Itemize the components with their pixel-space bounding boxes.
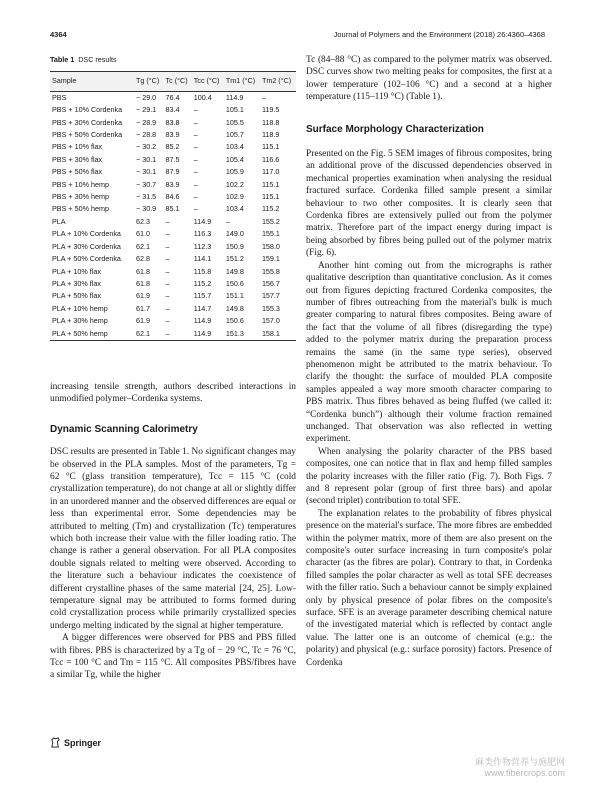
left-column bbox=[50, 54, 296, 682]
table-cell: 105.5 bbox=[225, 117, 244, 127]
table-row bbox=[50, 179, 296, 191]
table-cell: – bbox=[193, 204, 198, 214]
table-cell: 62.1 bbox=[136, 241, 150, 251]
table-cell: 83.9 bbox=[165, 130, 180, 140]
dsc-results-table bbox=[50, 71, 296, 341]
table-row bbox=[50, 328, 296, 341]
table-cell: PBS + 30% Cordenka bbox=[52, 117, 123, 127]
table-row bbox=[50, 278, 296, 290]
table-cell: − 29.0 bbox=[136, 92, 157, 102]
table-column-header: Tm1 (°C) bbox=[224, 72, 260, 91]
table-cell: 61.9 bbox=[136, 291, 150, 301]
table-cell: – bbox=[193, 167, 198, 177]
table-cell: 114.1 bbox=[193, 254, 212, 264]
table-row bbox=[50, 104, 296, 116]
table-cell: PLA + 30% hemp bbox=[52, 316, 108, 326]
table-cell: 112.3 bbox=[193, 241, 212, 251]
table-cell: PBS + 10% Cordenka bbox=[52, 105, 123, 115]
table-cell: 151.3 bbox=[224, 328, 260, 341]
table-cell: 105.7 bbox=[225, 130, 244, 140]
morphology-paragraph-2: Another hint coming out from the micrographs is rather qualitative description than quantitative conclusion. As it comes out from figures depicting fractured Cordenka composites, the number of fibres outreaching from the material's bulk is much greater comparing to natural fibres composites. Being aware of the fact that the volume of all fibres (disregarding the type) added to the polymer matrix during the preparation process remains the same (in the same type series), observed phenomenon might be attributed to the matrix behaviour. To clarify the thought: the surface of moulded PLA composite samples appealed a way more smooth character comparing to PBS matrix. Thus fibres behaved as being fluffed (we called it: “Cordenka bunch”) although their volume fraction remained unchanged. That observation was also reflected in wetting experiment. bbox=[306, 260, 552, 445]
table-cell: – bbox=[165, 316, 170, 326]
table-cell: 85.1 bbox=[165, 204, 180, 214]
table-cell: – bbox=[193, 105, 198, 115]
table-cell: – bbox=[165, 241, 170, 251]
table-cell: 116.3 bbox=[193, 229, 212, 239]
dsc-paragraph-1: DSC results are presented in Table 1. No significant changes may be observed in the PLA samples. Most of the parameters, Tg = 62 °C (glass transition temperature), Tcc = 115 °C (cold crystallization temperature), do not change at all or slightly differ in an unordered manner and the observed differences are equal or less than experimental error. Some dependencies may be attributed to melting (Tm) and crystallization (Tc) temperatures which both increase their value with the filler loading ratio. The change is rather a general observation. For all PLA composites double signals related to melting were observed. According to the literature such a behaviour indicates the coexistence of different crystalline phases of the same material [24, 25]. Low-temperature signal may be attributed to forms formed during cold crystallization process while primarily crystallized species undergo melting indicated by the signal at higher temperature. bbox=[50, 447, 296, 631]
table-cell: PLA + 50% hemp bbox=[50, 328, 134, 341]
continued-paragraph: Tc (84–88 °C) as compared to the polymer matrix was observed. DSC curves show two melting peaks for composites, the first at a lower temperature (102–106 °C) and a second at a higher temperature (115–119 °C) (Table 1). bbox=[306, 55, 552, 103]
table-cell: 61.7 bbox=[136, 303, 150, 313]
table-row bbox=[50, 266, 296, 278]
table-cell: 119.5 bbox=[261, 105, 280, 115]
table-cell: 76.4 bbox=[165, 92, 180, 102]
table-column-header: Sample bbox=[50, 72, 134, 91]
table-cell: PLA + 50% flax bbox=[52, 291, 101, 301]
table-cell: PBS + 10% flax bbox=[52, 142, 103, 152]
table-row bbox=[50, 191, 296, 203]
table-cell: PBS bbox=[52, 92, 67, 102]
table-cell: – bbox=[165, 303, 170, 313]
table-row bbox=[50, 154, 296, 166]
table-cell: – bbox=[193, 192, 198, 202]
site-watermark bbox=[475, 757, 565, 779]
table-cell: 83.8 bbox=[165, 117, 180, 127]
table-cell: 158.0 bbox=[261, 241, 280, 251]
table-cell: 115.1 bbox=[261, 179, 280, 189]
table-cell: 156.7 bbox=[261, 278, 280, 288]
table-cell: − 29.1 bbox=[136, 105, 157, 115]
table-cell: 155.2 bbox=[261, 216, 280, 226]
table-cell: 114.9 bbox=[193, 216, 212, 226]
table-row bbox=[50, 290, 296, 302]
table-cell: 61.0 bbox=[136, 229, 150, 239]
table-cell: 62.3 bbox=[136, 216, 150, 226]
table-cell: PLA + 30% Cordenka bbox=[52, 241, 121, 251]
table-cell: – bbox=[165, 254, 170, 264]
table-cell: 157.0 bbox=[261, 316, 280, 326]
table-cell: − 30.1 bbox=[136, 167, 157, 177]
table-cell: 87.5 bbox=[165, 154, 180, 164]
table-cell: 149.0 bbox=[225, 229, 244, 239]
table-cell: – bbox=[165, 278, 170, 288]
table-cell: PBS + 30% hemp bbox=[52, 192, 109, 202]
table-cell: 62.8 bbox=[136, 254, 150, 264]
table-cell: – bbox=[164, 328, 192, 341]
table-cell: − 30.9 bbox=[136, 204, 157, 214]
intro-paragraph: increasing tensile strength, authors described interactions in unmodified polymer–Cordenka systems. bbox=[50, 381, 296, 405]
table-caption bbox=[50, 54, 296, 66]
table-row bbox=[50, 166, 296, 178]
table-cell: 116.6 bbox=[261, 154, 280, 164]
table-cell: – bbox=[193, 154, 198, 164]
table-cell: PLA + 50% Cordenka bbox=[52, 254, 121, 264]
table-cell: 83.9 bbox=[165, 179, 180, 189]
table-column-header: Tc (°C) bbox=[164, 72, 192, 91]
table-cell: 115.1 bbox=[261, 142, 280, 152]
table-cell: 105.4 bbox=[225, 154, 244, 164]
table-cell: – bbox=[165, 291, 170, 301]
table-cell: 87.9 bbox=[165, 167, 180, 177]
table-cell: PBS + 10% hemp bbox=[52, 179, 109, 189]
table-cell: PLA + 10% flax bbox=[52, 266, 101, 276]
table-cell: – bbox=[193, 179, 198, 189]
table-cell: PBS + 30% flax bbox=[52, 154, 103, 164]
table-row bbox=[50, 141, 296, 153]
table-row bbox=[50, 91, 296, 104]
table-cell: 105.9 bbox=[225, 167, 244, 177]
table-label: Table 1 bbox=[50, 55, 75, 64]
table-cell: 158.1 bbox=[260, 328, 296, 341]
table-cell: – bbox=[165, 216, 170, 226]
table-cell: − 31.5 bbox=[136, 192, 157, 202]
table-cell: 159.1 bbox=[261, 254, 280, 264]
right-column bbox=[306, 54, 552, 669]
table-cell: 117.0 bbox=[261, 167, 280, 177]
table-cell: 115.7 bbox=[193, 291, 212, 301]
table-cell: 103.4 bbox=[225, 204, 244, 214]
table-cell: – bbox=[165, 229, 170, 239]
table-cell: 105.1 bbox=[225, 105, 244, 115]
table-cell: – bbox=[261, 92, 266, 102]
table-row bbox=[50, 129, 296, 141]
table-cell: − 30.2 bbox=[136, 142, 157, 152]
journal-citation: Journal of Polymers and the Environment (2018) 26:4360–4368 bbox=[333, 30, 545, 39]
table-cell: 115.2 bbox=[261, 204, 280, 214]
table-cell: PBS + 50% flax bbox=[52, 167, 103, 177]
watermark-line-2: www.fibercrops.com bbox=[484, 768, 565, 778]
table-cell: 151.2 bbox=[225, 254, 244, 264]
table-cell: PLA + 10% hemp bbox=[52, 303, 108, 313]
table-cell: – bbox=[193, 117, 198, 127]
table-cell: 114.9 bbox=[193, 316, 212, 326]
table-cell: 102.2 bbox=[225, 179, 244, 189]
table-cell: 103.4 bbox=[225, 142, 244, 152]
table-cell: 102.9 bbox=[225, 192, 244, 202]
table-column-header: Tcc (°C) bbox=[192, 72, 224, 91]
table-cell: 84.6 bbox=[165, 192, 180, 202]
table-cell: 155.1 bbox=[261, 229, 280, 239]
table-cell: PLA bbox=[52, 216, 66, 226]
table-cell: PLA + 30% flax bbox=[52, 278, 101, 288]
table-cell: – bbox=[193, 142, 198, 152]
table-cell: 150.6 bbox=[225, 316, 244, 326]
table-cell: − 30.1 bbox=[136, 154, 157, 164]
table-row bbox=[50, 203, 296, 215]
table-cell: 155.3 bbox=[261, 303, 280, 313]
table-cell: PBS + 50% Cordenka bbox=[52, 130, 123, 140]
table-cell: 61.8 bbox=[136, 266, 150, 276]
table-cell: 115.1 bbox=[261, 192, 280, 202]
table-header-row bbox=[50, 72, 296, 91]
table-cell: − 28.8 bbox=[136, 130, 157, 140]
section-title-morphology: Surface Morphology Characterization bbox=[306, 123, 484, 135]
dsc-paragraph-2: A bigger differences were observed for PBS and PBS filled with fibres. PBS is characterized by a Tg of − 29 °C, Tc = 76 °C, Tcc = 100 °C and Tm = 115 °C. All composites PBS/fibres have a similar Tg, while the higher bbox=[50, 633, 296, 681]
table-cell: – bbox=[225, 216, 230, 226]
table-cell: − 28.9 bbox=[136, 117, 157, 127]
table-cell: 61.9 bbox=[136, 316, 150, 326]
table-row bbox=[50, 241, 296, 253]
table-column-header: Tm2 (°C) bbox=[260, 72, 296, 91]
table-cell: 118.8 bbox=[261, 117, 280, 127]
table-cell: 149.8 bbox=[225, 266, 244, 276]
publisher-footer bbox=[50, 737, 101, 750]
table-column-header: Tg (°C) bbox=[134, 72, 164, 91]
table-cell: PBS + 50% hemp bbox=[52, 204, 109, 214]
table-cell: 151.1 bbox=[225, 291, 244, 301]
table-body bbox=[50, 91, 296, 340]
page-number: 4364 bbox=[50, 30, 67, 39]
table-cell: 115.2 bbox=[193, 278, 212, 288]
table-cell: 114.7 bbox=[193, 303, 212, 313]
table-cell: – bbox=[165, 266, 170, 276]
morphology-paragraph-1: Presented on the Fig. 5 SEM images of fibrous composites, bring an additional prove of the discussed dependencies observed in mechanical properties examination when analysing the residual fractured surface. Cordenka filled sample present a similar behaviour to two other composites. It is clearly seen that Cordenka fibres are extensively pulled out from the polymer matrix. Therefore part of the impact energy during impact is being absorbed by fibres being pulled out of the polymer matrix (Fig. 6). bbox=[306, 149, 552, 259]
table-row bbox=[50, 253, 296, 265]
table-cell: − 30.7 bbox=[136, 179, 157, 189]
table-cell: 150.9 bbox=[225, 241, 244, 251]
table-cell: 157.7 bbox=[261, 291, 280, 301]
table-cell: 83.4 bbox=[165, 105, 180, 115]
morphology-paragraph-3: When analysing the polarity character of the PBS based composites, one can notice that in flax and hemp filled samples the polarity increases with the filler ratio (Fig. 7). Both Figs. 7 and 8 represent polar (group of first three bars) and apolar (second triplet) contribution to total SFE. bbox=[306, 446, 552, 507]
table-cell: 114.9 bbox=[225, 92, 244, 102]
table-caption-text: DSC results bbox=[78, 55, 117, 64]
table-cell: 62.1 bbox=[134, 328, 164, 341]
table-row bbox=[50, 228, 296, 240]
table-cell: 150.6 bbox=[225, 278, 244, 288]
publisher-name: Springer bbox=[64, 737, 102, 748]
table-cell: 155.8 bbox=[261, 266, 280, 276]
watermark-line-1: 麻类作物营养与施肥网 bbox=[474, 757, 565, 767]
table-cell: 85.2 bbox=[165, 142, 180, 152]
table-cell: PLA + 10% Cordenka bbox=[52, 229, 121, 239]
table-row bbox=[50, 117, 296, 129]
morphology-paragraph-4: The explanation relates to the probability of fibres physical presence on the material's surface. The more fibres are embedded within the polymer matrix, more of them are also present on the composite's outer surface increasing in turn composite's polar character (as the fibres are polar). Contrary to that, in Cordenka filled samples the polar character as well as total SFE decreases with the filler ratio. Such a behaviour cannot be simply explained only by physical presence of polar fibres on the composite's surface. SFE is an average parameter describing chemical nature of the investigated material which is reflected by contact angle value. The latter one is an outcome of chemical (e.g.: the polarity) and physical (e.g.: surface porosity) factors. Presence of Cordenka bbox=[306, 508, 552, 668]
table-cell: 115.8 bbox=[193, 266, 212, 276]
table-cell: 149.8 bbox=[225, 303, 244, 313]
table-cell: 100.4 bbox=[193, 92, 212, 102]
table-row bbox=[50, 216, 296, 228]
table-cell: – bbox=[193, 130, 198, 140]
springer-horse-icon bbox=[50, 737, 61, 750]
table-cell: 114.9 bbox=[192, 328, 224, 341]
table-cell: 118.9 bbox=[261, 130, 280, 140]
table-row bbox=[50, 315, 296, 327]
section-title-dsc: Dynamic Scanning Calorimetry bbox=[50, 423, 198, 435]
table-cell: 61.8 bbox=[136, 278, 150, 288]
table-row bbox=[50, 303, 296, 315]
